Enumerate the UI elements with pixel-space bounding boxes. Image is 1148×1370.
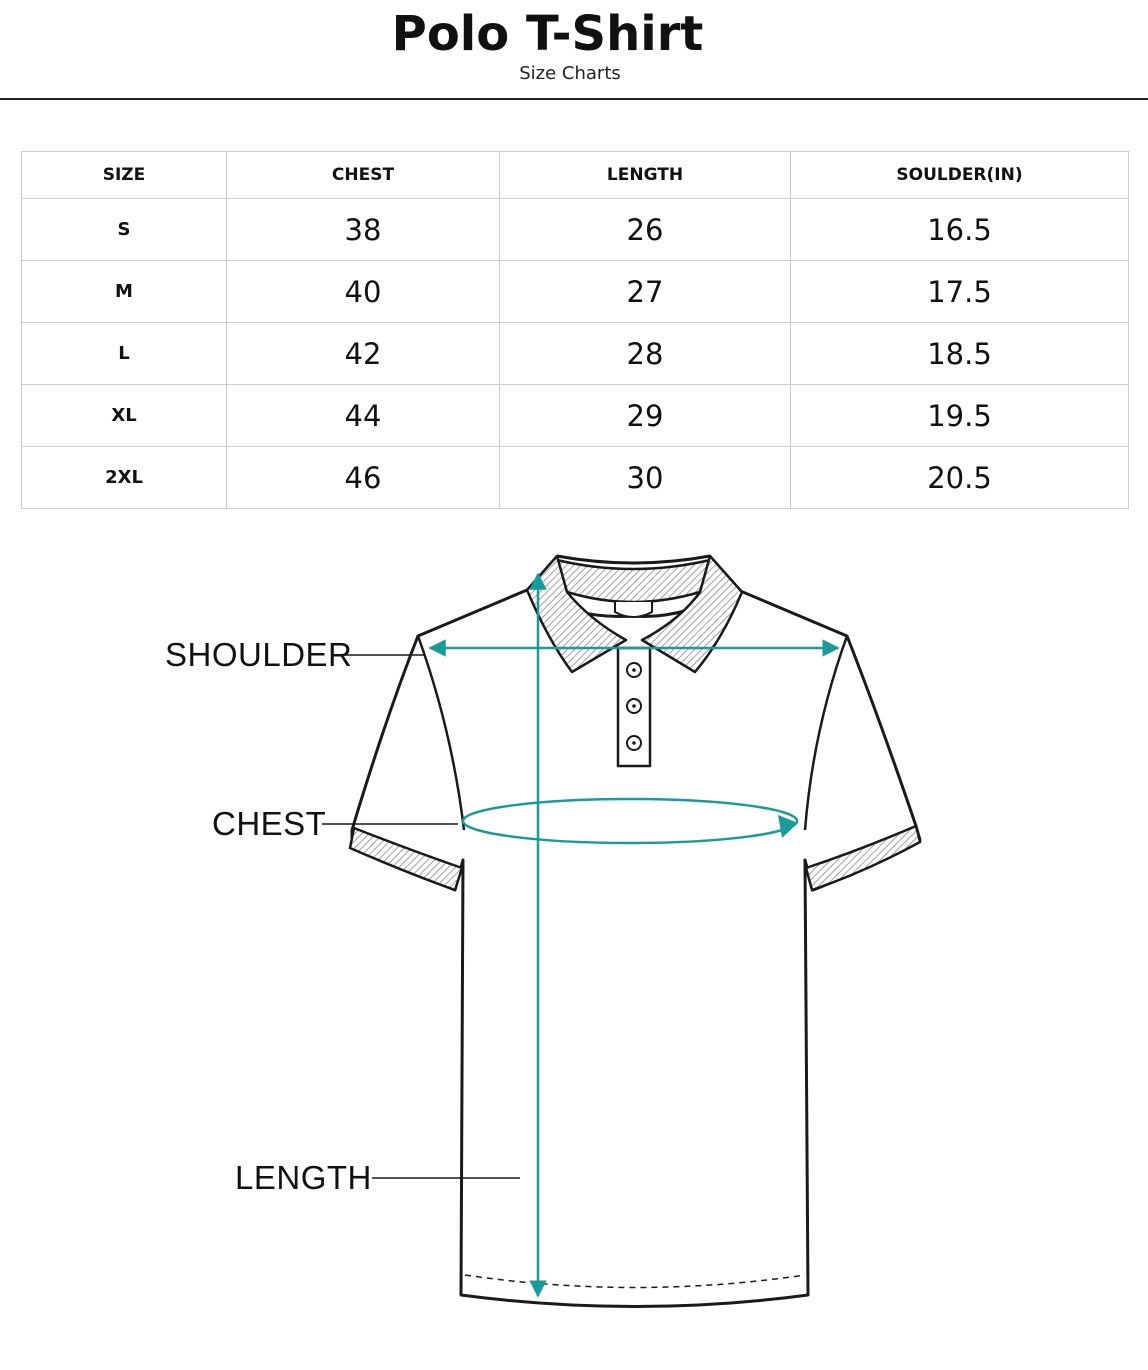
length-cell: 27 [500,261,791,323]
length-cell: 26 [500,199,791,261]
table-header-row [22,152,1129,199]
column-header-chest: CHEST [227,152,500,199]
size-cell: 2XL [22,447,227,509]
measurement-diagram [0,520,1148,1360]
length-cell: 30 [500,447,791,509]
size-cell: M [22,261,227,323]
column-header-length: LENGTH [500,152,791,199]
shoulder-label: SHOULDER [165,636,353,673]
chest-cell: 46 [227,447,500,509]
column-header-shoulder: SOULDER(IN) [791,152,1129,199]
shoulder-cell: 16.5 [791,199,1129,261]
table-row [22,199,1129,261]
column-header-size: SIZE [22,152,227,199]
table-row [22,323,1129,385]
neck-label [615,602,652,617]
page-header [0,0,1148,100]
length-cell: 28 [500,323,791,385]
shoulder-cell: 18.5 [791,323,1129,385]
page-subtitle: Size Charts [519,63,621,84]
chest-cell: 42 [227,323,500,385]
size-cell: L [22,323,227,385]
table-row [22,385,1129,447]
button-icon [627,736,641,750]
chest-cell: 40 [227,261,500,323]
table-row [22,261,1129,323]
length-cell: 29 [500,385,791,447]
chest-label: CHEST [212,805,327,842]
length-label: LENGTH [235,1159,372,1196]
shoulder-cell: 17.5 [791,261,1129,323]
chest-cell: 44 [227,385,500,447]
shoulder-cell: 20.5 [791,447,1129,509]
chest-cell: 38 [227,199,500,261]
size-chart-table [21,151,1129,509]
collar-top-edge [557,556,710,563]
size-cell: S [22,199,227,261]
collar-back-band [557,560,710,602]
size-cell: XL [22,385,227,447]
button-icon [627,699,641,713]
button-icon [627,663,641,677]
page-title: Polo T-Shirt [391,6,704,62]
shoulder-cell: 19.5 [791,385,1129,447]
table-row [22,447,1129,509]
